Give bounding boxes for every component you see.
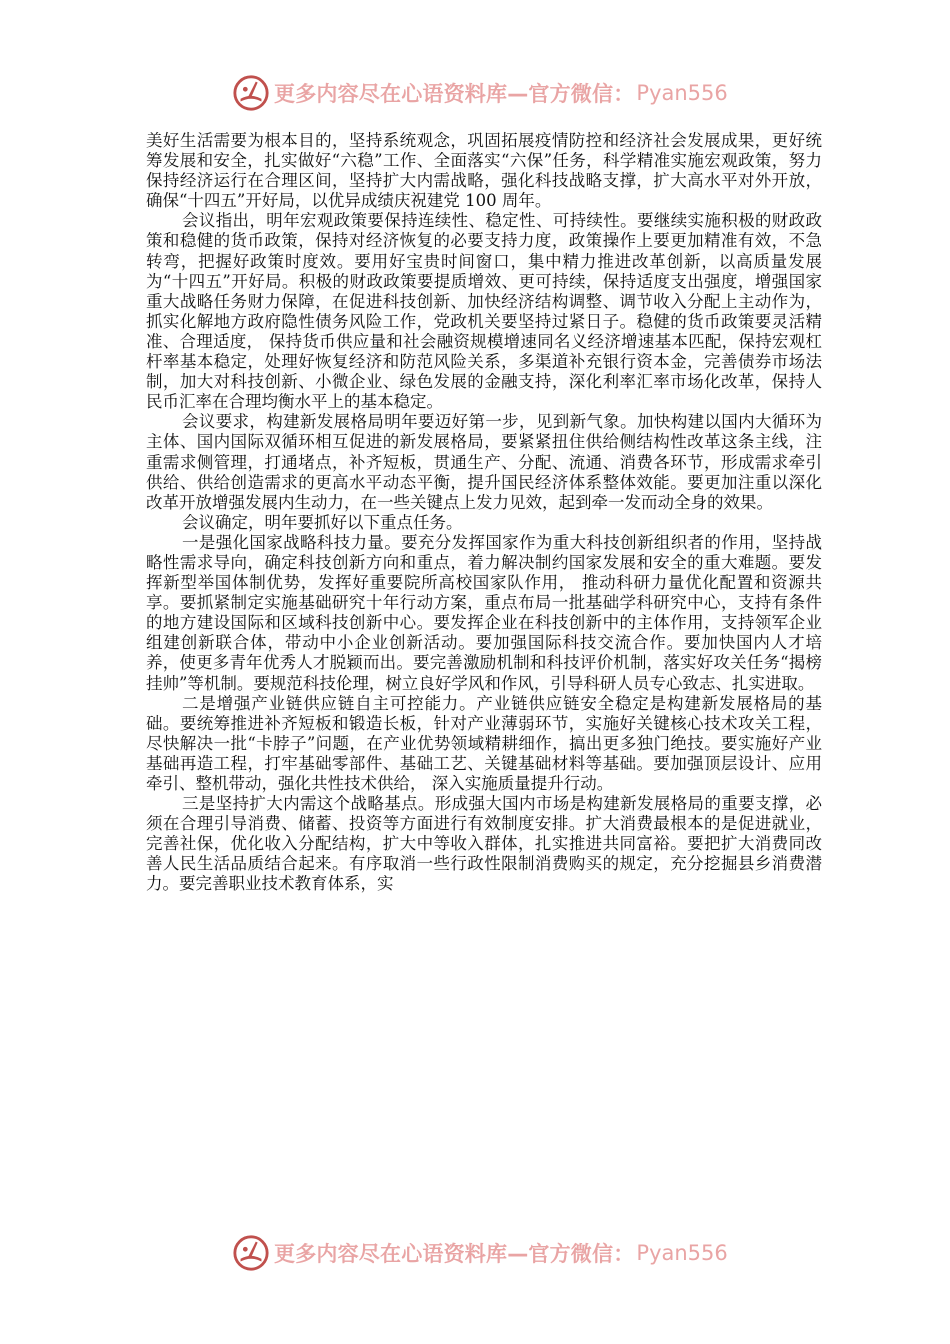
- paragraph-5: 一是强化国家战略科技力量。要充分发挥国家作为重大科技创新组织者的作用，坚持战略性需求导向，确定科技创新方向和重点，着力解决制约国家发展和安全的重大难题。要发挥新型举国体制优势，发挥好重要院所高校国家队作用， 推动科研力量优化配置和资源共享。要抓紧制定实施基础研究十年行动方案，重点布局一批基础学科研究中心，支持有条件的地方建设国际和区域科技创新中心。要发挥企业在科技创新中的主体作用，支持领军企业组建创新联合体，带动中小企业创新活动。要加强国际科技交流合作。要加快国内人才培养，使更多青年优秀人才脱颖而出。要完善激励机制和科技评价机制，落实好攻关任务“揭榜挂帅”等机制。要规范科技伦理，树立良好学风和作风，引导科研人员专心致志、扎实进取。: [146, 532, 822, 693]
- banner-text: 更多内容尽在心语资料库—官方微信：: [274, 1242, 635, 1266]
- paragraph-3: 会议要求，构建新发展格局明年要迈好第一步，见到新气象。加快构建以国内大循环为主体、国内国际双循环相互促进的新发展格局，要紧紧扭住供给侧结构性改革这条主线，注重需求侧管理，打通堵点，补齐短板，贯通生产、分配、流通、消费各环节，形成需求牵引供给、供给创造需求的更高水平动态平衡，提升国民经济体系整体效能。要更加注重以深化改革开放增强发展内生动力，在一些关键点上发力见效，起到牵一发而动全身的效果。: [146, 412, 822, 512]
- banner-text: 更多内容尽在心语资料库—官方微信：: [274, 82, 635, 106]
- book-quill-logo-icon: [232, 74, 270, 112]
- wechat-id: Pyan556: [636, 1241, 728, 1265]
- paragraph-7: 三是坚持扩大内需这个战略基点。形成强大国内市场是构建新发展格局的重要支撑，必须在合理引导消费、储蓄、投资等方面进行有效制度安排。扩大消费最根本的是促进就业，完善社保，优化收入分配结构，扩大中等收入群体，扎实推进共同富裕。要把扩大消费同改善人民生活品质结合起来。有序取消一些行政性限制消费购买的规定，充分挖掘县乡消费潜力。要完善职业技术教育体系，实: [146, 794, 822, 894]
- paragraph-4: 会议确定，明年要抓好以下重点任务。: [182, 512, 463, 532]
- wechat-id: Pyan556: [636, 81, 728, 105]
- book-quill-logo-icon: [232, 1234, 270, 1272]
- document-body: [146, 131, 822, 895]
- paragraph-2: 会议指出，明年宏观政策要保持连续性、稳定性、可持续性。要继续实施积极的财政政策和稳健的货币政策，保持对经济恢复的必要支持力度，政策操作上要更加精准有效，不急转弯，把握好政策时度效。要用好宝贵时间窗口，集中精力推进改革创新，以高质量发展为“十四五”开好局。积极的财政政策要提质增效、更可持续，保持适度支出强度，增强国家重大战略任务财力保障，在促进科技创新、加快经济结构调整、调节收入分配上主动作为，抓实化解地方政府隐性债务风险工作，党政机关要坚持过紧日子。稳健的货币政策要灵活精准、合理适度， 保持货币供应量和社会融资规模增速同名义经济增速基本匹配，保持宏观杠杆率基本稳定，处理好恢复经济和防范风险关系，多渠道补充银行资本金，完善债券市场法制，加大对科技创新、小微企业、绿色发展的金融支持，深化利率汇率市场化改革，保持人民币汇率在合理均衡水平上的基本稳定。: [146, 211, 822, 412]
- paragraph-6: 二是增强产业链供应链自主可控能力。产业链供应链安全稳定是构建新发展格局的基础。要统筹推进补齐短板和锻造长板，针对产业薄弱环节，实施好关键核心技术攻关工程，尽快解决一批“卡脖子”问题，在产业优势领域精耕细作，搞出更多独门绝技。要实施好产业基础再造工程，打牢基础零部件、基础工艺、关键基础材料等基础。要加强顶层设计、应用牵引、整机带动，强化共性技术供给， 深入实施质量提升行动。: [146, 693, 822, 793]
- header-banner: [232, 72, 752, 114]
- paragraph-1: 美好生活需要为根本目的，坚持系统观念，巩固拓展疫情防控和经济社会发展成果，更好统筹发展和安全，扎实做好“六稳”工作、全面落实“六保”任务，科学精准实施宏观政策，努力保持经济运行在合理区间，坚持扩大内需战略，强化科技战略支撑，扩大高水平对外开放，确保“十四五”开好局，以优异成绩庆祝建党 100 周年。: [146, 131, 822, 211]
- footer-banner: [232, 1232, 752, 1274]
